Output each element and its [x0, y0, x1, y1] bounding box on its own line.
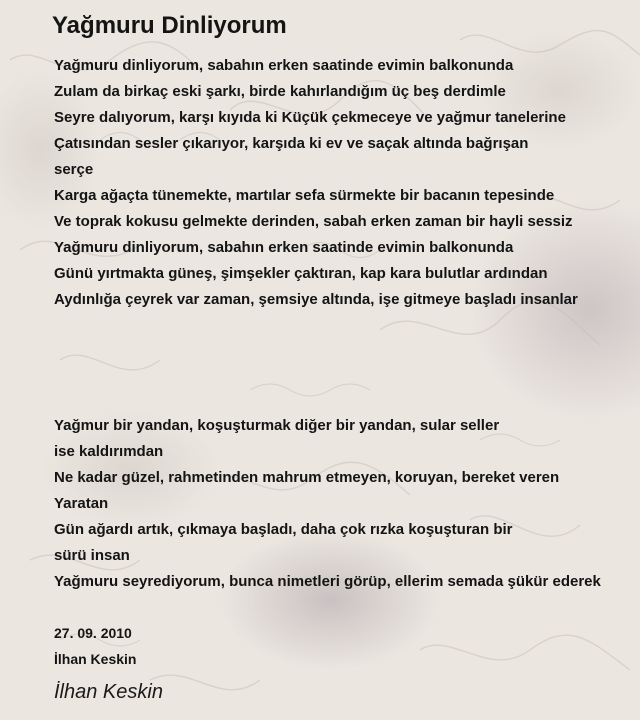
poem-line: Yağmuru dinliyorum, sabahın erken saatinde evimin balkonunda — [54, 239, 514, 256]
poem-line: Zulam da birkaç eski şarkı, birde kahırlandığım üç beş derdimle — [54, 83, 506, 100]
poem-line: Karga ağaçta tünemekte, martılar sefa sürmekte bir bacanın tepesinde — [54, 187, 555, 204]
stanza-1 — [54, 53, 578, 313]
poem-title: Yağmuru Dinliyorum — [52, 12, 287, 39]
author-signature: İlhan Keskin — [54, 681, 163, 703]
poem-line: Ve toprak kokusu gelmekte derinden, sabah erken zaman bir hayli sessiz — [54, 213, 573, 230]
poem-date: 27. 09. 2010 — [54, 625, 132, 641]
poem-line: Günü yırtmakta güneş, şimşekler çaktıran, kap kara bulutlar ardından — [54, 265, 548, 282]
poem-line: Çatısından sesler çıkarıyor, karşıda ki ev ve saçak altında bağrışan — [54, 135, 529, 152]
poem-line: ise kaldırımdan — [54, 443, 164, 460]
poem-line: serçe — [54, 161, 94, 178]
poem-author: İlhan Keskin — [54, 651, 137, 667]
poem-line: Yağmuru dinliyorum, sabahın erken saatinde evimin balkonunda — [54, 57, 514, 74]
poem-line: Gün ağardı artık, çıkmaya başladı, daha çok rızka koşuşturan bir — [54, 521, 513, 538]
poem-line: Yaratan — [54, 495, 109, 512]
stanza-2 — [54, 413, 601, 595]
poem-line: sürü insan — [54, 547, 130, 564]
poem-line: Seyre dalıyorum, karşı kıyıda ki Küçük çekmeceye ve yağmur tanelerine — [54, 109, 566, 126]
poem-signature-block — [54, 620, 136, 672]
poem-line: Yağmuru seyrediyorum, bunca nimetleri görüp, ellerim semada şükür ederek — [54, 573, 601, 590]
poem-line: Aydınlığa çeyrek var zaman, şemsiye altında, işe gitmeye başladı insanlar — [54, 291, 578, 308]
poem-line: Yağmur bir yandan, koşuşturmak diğer bir yandan, sular seller — [54, 417, 500, 434]
poem-line: Ne kadar güzel, rahmetinden mahrum etmeyen, koruyan, bereket veren — [54, 469, 560, 486]
